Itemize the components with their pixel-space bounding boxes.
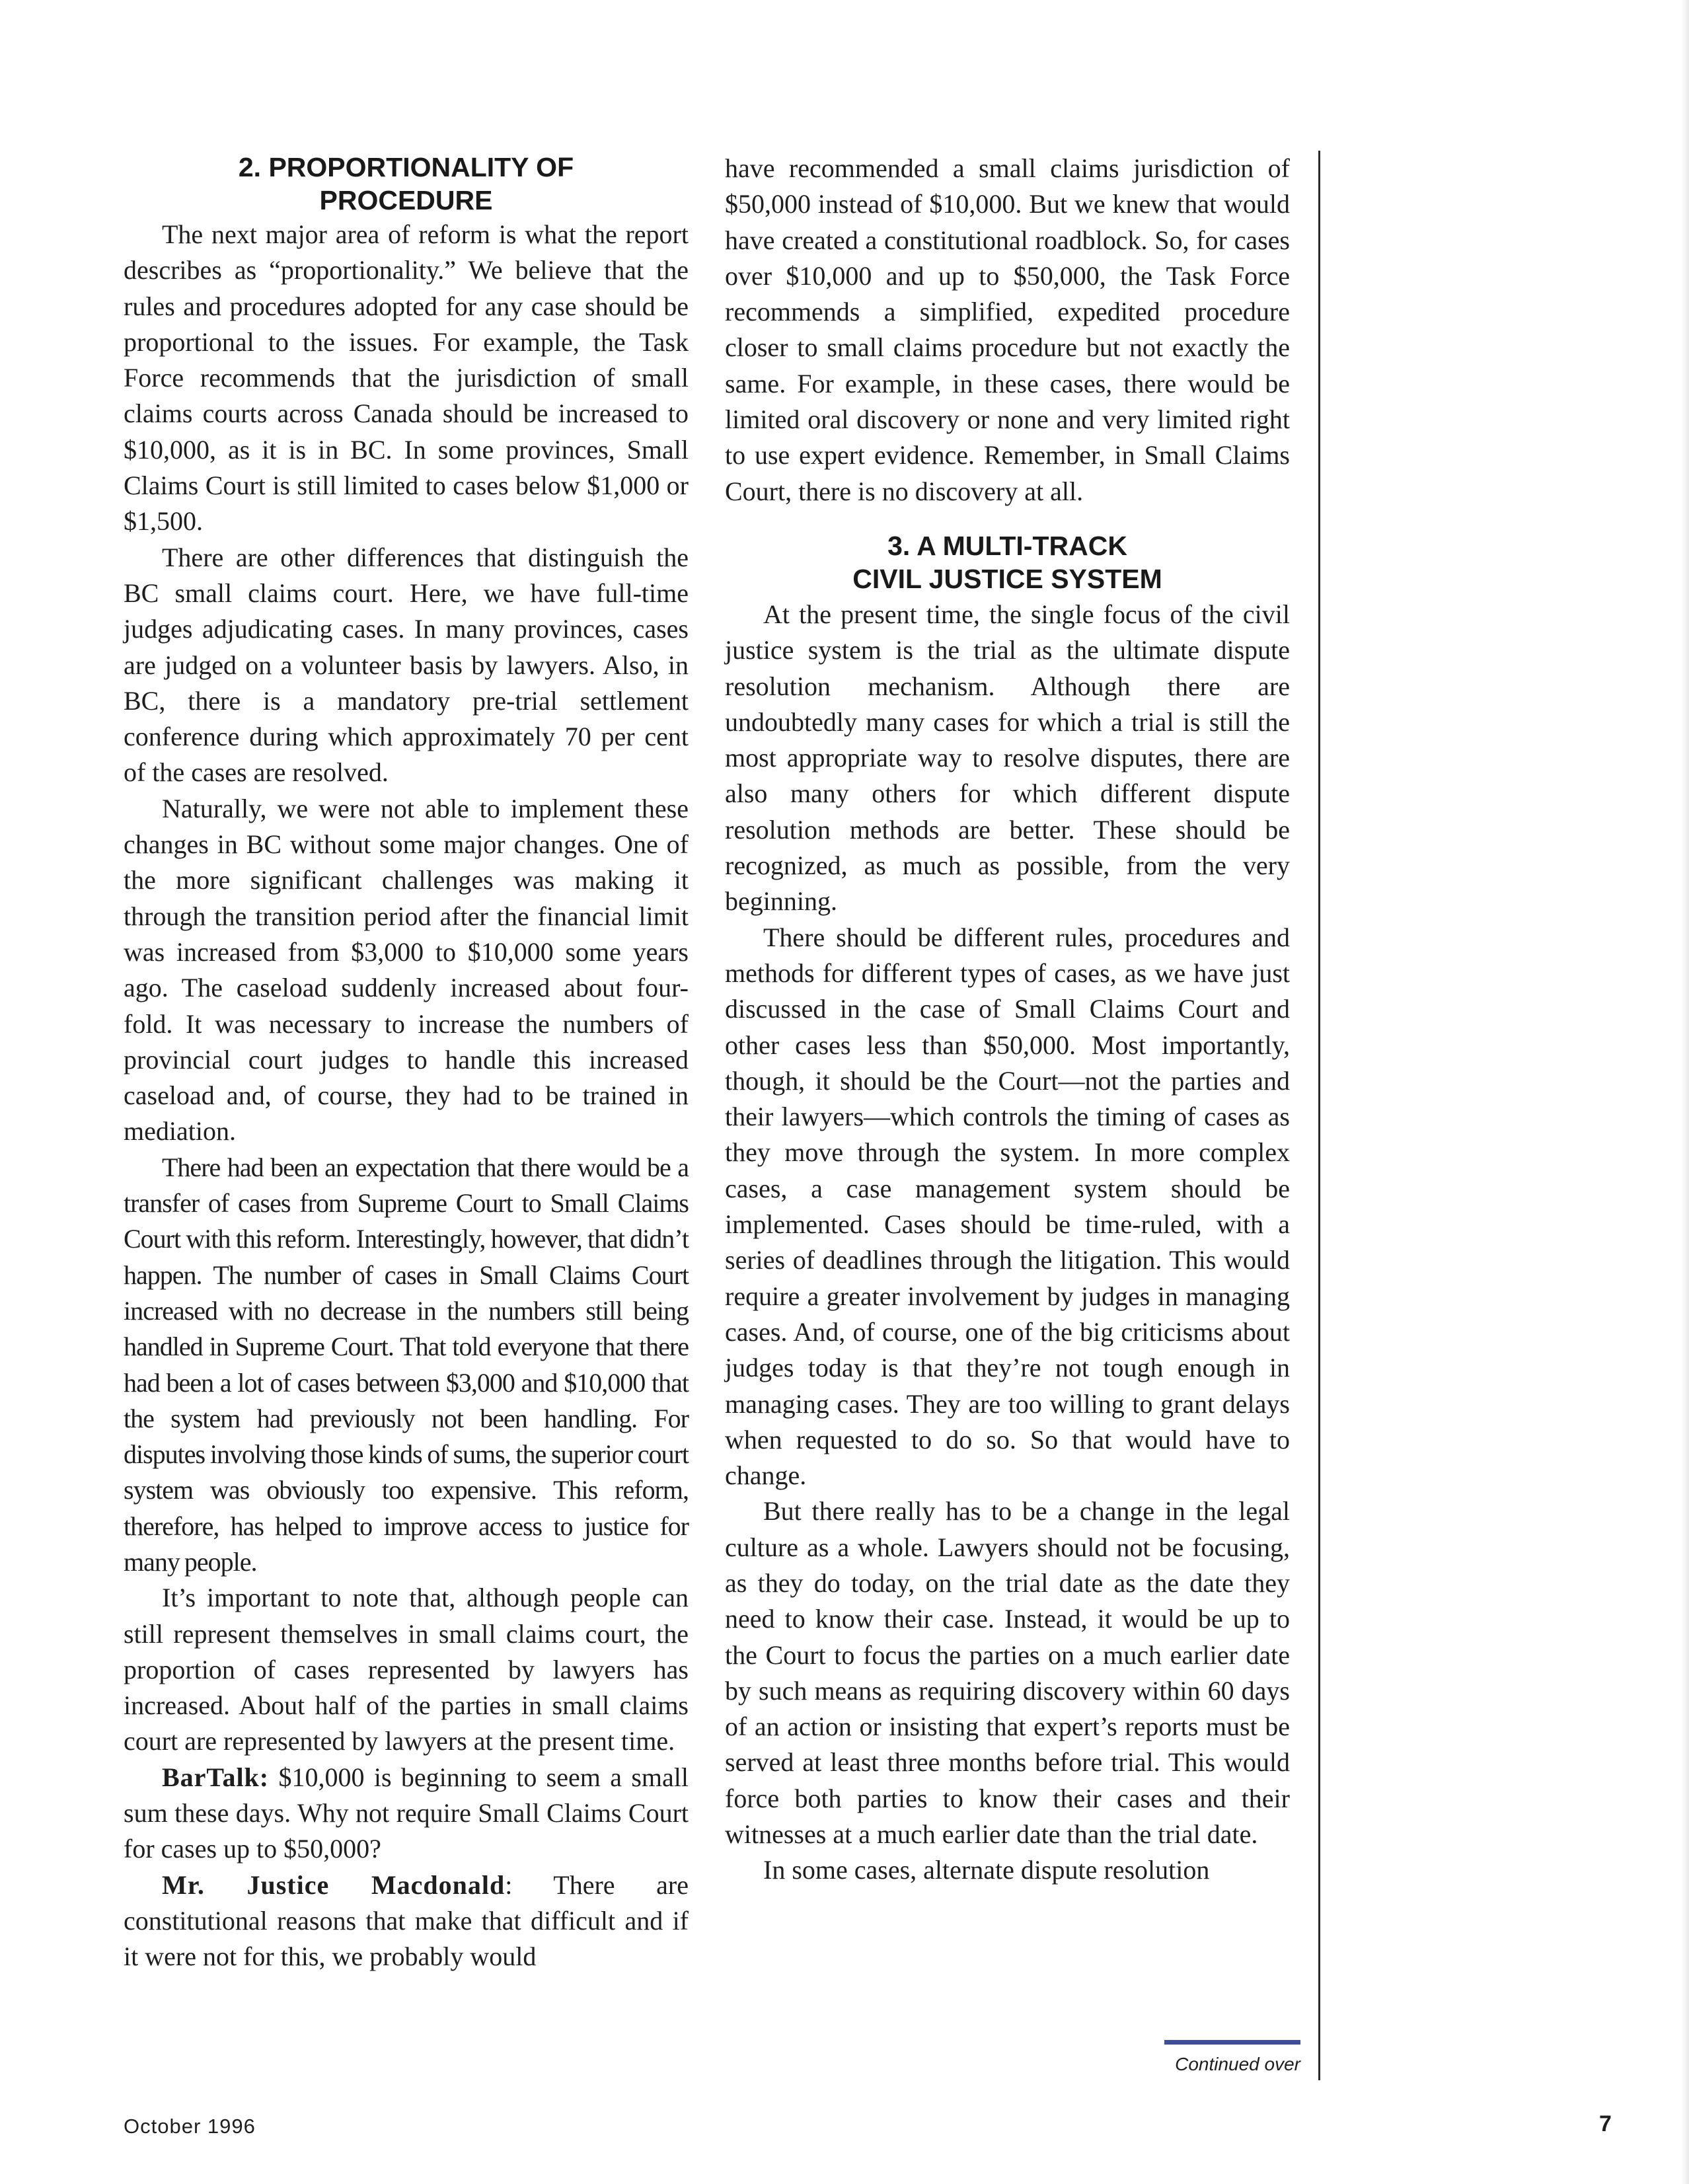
paragraph: At the present time, the single focus of the civil justice system is the trial as the ultimate dispute resolution mechanism. Although there are undoubtedly many cases for which a trial is still the most appropriate way to resolve disputes, there are also many others for which different dispute resolution methods are better. These should be recognized, as much as possible, from the very beginning. bbox=[725, 599, 1290, 917]
paragraph: There should be different rules, procedures and methods for different types of cases, as we have just discussed in the case of Small Claims Court and other cases less than $50,000. Most importantly, though, it should be the Court—not the parties and their lawyers—which controls the timing of cases as they move through the system. In more complex cases, a case management system should be implemented. Cases should be time-ruled, with a series of deadlines through the litigation. This would require a greater involvement by judges in managing cases. And, of course, one of the big criticisms about judges today is that they’re not tough enough in managing cases. They are too willing to grant delays when requested to do so. So that would have to change. bbox=[725, 922, 1290, 1491]
heading-line-2: PROCEDURE bbox=[319, 185, 493, 215]
paragraph: Naturally, we were not able to implement these changes in BC without some major changes. One of the more significant challenges was making it through the transition period after the financial limit was increased from $3,000 to $10,000 some years ago. The caseload suddenly increased about four-fold. It was necessary to increase the numbers of provincial court judges to handle this increased caseload and, of course, they had to be trained in mediation. bbox=[124, 793, 689, 1147]
paragraph: There had been an expectation that there would be a transfer of cases from Supreme Court to Small Claims Court with this reform. Interestingly, however, that didn’t happen. The number of cases in Small Claims Court increased with no decrease in the numbers still being handled in Supreme Court. That told everyone that there had been a lot of cases between $3,000 and $10,000 that the system had previously not been handling. For disputes involving those kinds of sums, the superior court system was obviously too expensive. This reform, therefore, has helped to improve access to justice for many people. bbox=[124, 1152, 689, 1577]
paragraph: It’s important to note that, although people can still represent themselves in small claims court, the proportion of cases represented by lawyers has increased. About half of the parties in small claims court are represented by lawyers at the present time. bbox=[124, 1583, 689, 1756]
page-number: 7 bbox=[1599, 2111, 1612, 2136]
page-edge-shadow bbox=[1681, 0, 1689, 2184]
paragraph: The next major area of reform is what the report describes as “proportionality.” We believe that the rules and procedures adopted for any case should be proportional to the issues. For example, the Task Force recommends that the jurisdiction of small claims courts across Canada should be increased to $10,000, as it is in BC. In some provinces, Small Claims Court is still limited to cases below $1,000 or $1,500. bbox=[124, 219, 689, 537]
section-heading-multi-track bbox=[725, 529, 1290, 595]
answer-text: : There are constitutional reasons that make that difficult and if it were not for this, we probably would bbox=[124, 1869, 689, 1972]
paragraph: But there really has to be a change in the legal culture as a whole. Lawyers should not be focusing, as they do today, on the trial date as the date they need to know their case. Instead, it would be up to the Court to focus the parties on a much earlier date by such means as requiring discovery within 60 days of an action or insisting that expert’s reports must be served at least three months before trial. This would force both parties to know their cases and their witnesses at a much earlier date than the trial date. bbox=[725, 1496, 1290, 1850]
right-column bbox=[725, 151, 1290, 1889]
interview-answer bbox=[124, 1867, 689, 1975]
continued-over-label: Continued over bbox=[1175, 2054, 1300, 2074]
heading-line-1: 3. A MULTI-TRACK bbox=[887, 530, 1127, 561]
left-column bbox=[124, 151, 689, 1975]
heading-line-1: 2. PROPORTIONALITY OF bbox=[238, 152, 574, 182]
column-rule bbox=[1318, 151, 1320, 2080]
question-text: $10,000 is beginning to seem a small sum these days. Why not require Small Claims Court for cases up to $50,000? bbox=[124, 1762, 689, 1864]
answer-speaker: Mr. Justice Macdonald bbox=[162, 1869, 506, 1900]
heading-line-2: CIVIL JUSTICE SYSTEM bbox=[852, 563, 1162, 594]
continuation-paragraph: have recommended a small claims jurisdiction of $50,000 instead of $10,000. But we knew that would have created a constitutional roadblock. So, for cases over $10,000 and up to $50,000, the Task Force recommends a simplified, expedited procedure closer to small claims procedure but not exactly the same. For example, in these cases, there would be limited oral discovery or none and very limited right to use expert evidence. Remember, in Small Claims Court, there is no discovery at all. bbox=[725, 153, 1290, 506]
question-speaker: BarTalk: bbox=[162, 1762, 270, 1792]
paragraph: In some cases, alternate dispute resolution bbox=[763, 1855, 1210, 1885]
interview-question bbox=[124, 1760, 689, 1867]
paragraph: There are other differences that distinguish the BC small claims court. Here, we have full-time judges adjudicating cases. In many provinces, cases are judged on a volunteer basis by lawyers. Also, in BC, there is a mandatory pre-trial settlement conference during which approximately 70 per cent of the cases are resolved. bbox=[124, 542, 689, 788]
footer-date: October 1996 bbox=[124, 2115, 256, 2138]
continued-bar bbox=[1164, 2040, 1300, 2045]
section-heading-proportionality bbox=[124, 151, 689, 217]
